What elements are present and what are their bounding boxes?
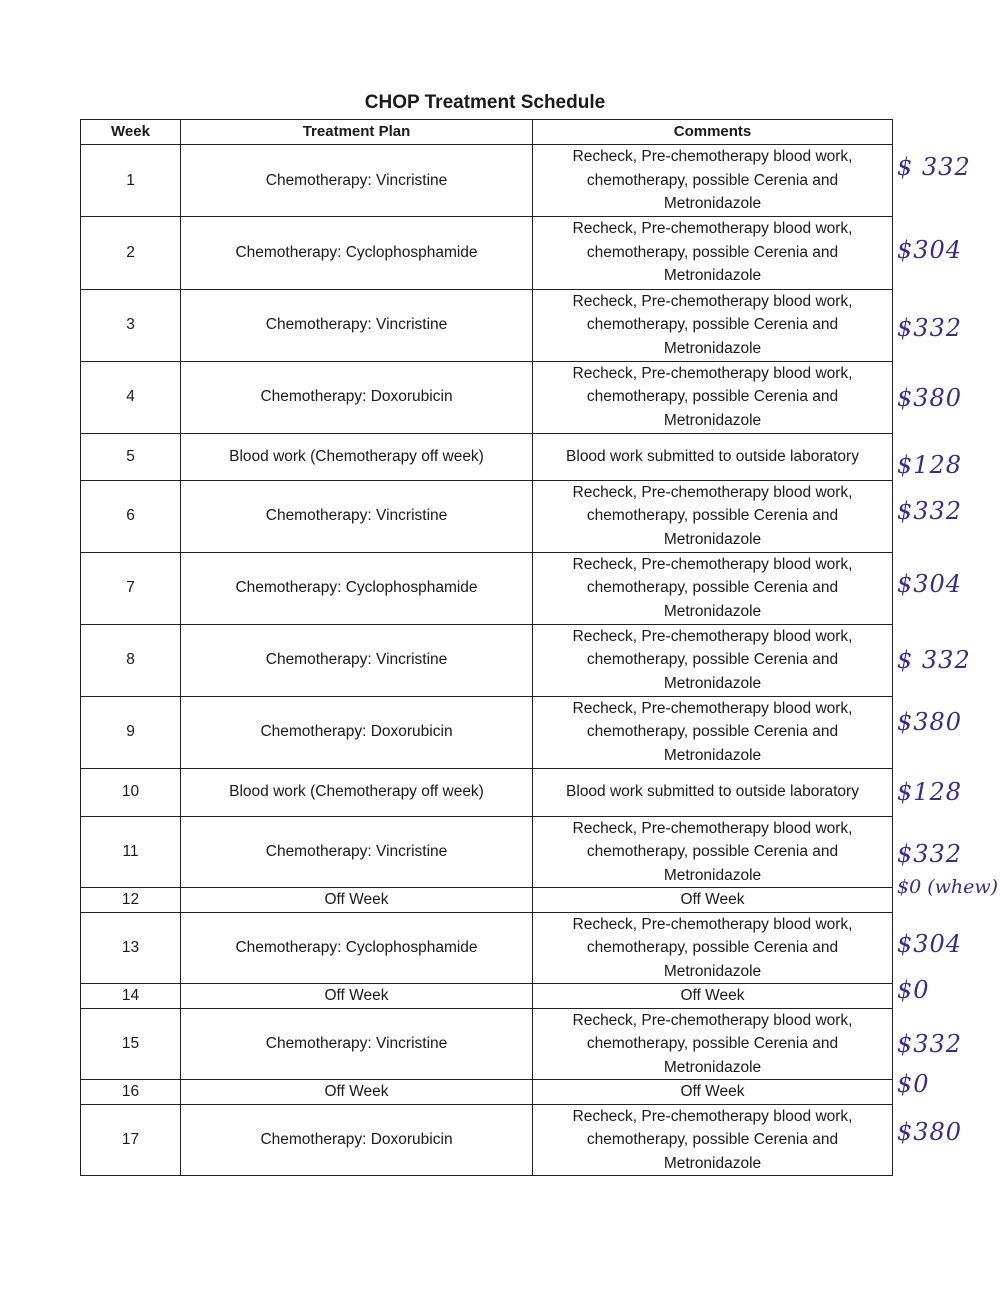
handwritten-cost: $ 332 <box>897 153 971 181</box>
treatment-plan-cell: Chemotherapy: Doxorubicin <box>181 1104 533 1176</box>
comments-cell: Recheck, Pre-chemotherapy blood work, chemotherapy, possible Cerenia and Metronidazole <box>533 145 893 217</box>
table-row <box>81 912 893 984</box>
page-title: CHOP Treatment Schedule <box>364 92 606 113</box>
table-row <box>81 768 893 816</box>
comments-cell: Recheck, Pre-chemotherapy blood work, chemotherapy, possible Cerenia and Metronidazole <box>533 624 893 696</box>
week-cell: 11 <box>81 816 181 888</box>
week-cell: 5 <box>81 433 181 480</box>
week-cell: 17 <box>81 1104 181 1176</box>
table-row <box>81 1104 893 1176</box>
week-column-header: Week <box>81 120 181 145</box>
handwritten-cost: $332 <box>897 840 963 868</box>
handwritten-cost: $ 332 <box>897 646 971 674</box>
table-row <box>81 145 893 217</box>
table-row <box>81 1080 893 1105</box>
treatment-plan-cell: Chemotherapy: Vincristine <box>181 480 533 552</box>
table-body <box>81 145 893 1176</box>
handwritten-cost: $332 <box>897 1030 963 1058</box>
treatment-plan-cell: Chemotherapy: Vincristine <box>181 816 533 888</box>
week-cell: 13 <box>81 912 181 984</box>
treatment-plan-cell: Off Week <box>181 888 533 913</box>
treatment-plan-cell: Chemotherapy: Vincristine <box>181 289 533 361</box>
handwritten-cost: $380 <box>897 708 963 736</box>
comments-cell: Blood work submitted to outside laboratory <box>533 768 893 816</box>
table-row <box>81 216 893 289</box>
treatment-plan-cell: Chemotherapy: Cyclophosphamide <box>181 216 533 289</box>
treatment-plan-column-header: Treatment Plan <box>181 120 533 145</box>
comments-column-header: Comments <box>533 120 893 145</box>
table-row <box>81 552 893 624</box>
table-row <box>81 361 893 433</box>
week-cell: 2 <box>81 216 181 289</box>
handwritten-cost: $0 <box>897 1070 930 1098</box>
table-row <box>81 289 893 361</box>
table-row <box>81 433 893 480</box>
comments-cell: Recheck, Pre-chemotherapy blood work, chemotherapy, possible Cerenia and Metronidazole <box>533 1104 893 1176</box>
week-cell: 12 <box>81 888 181 913</box>
comments-cell: Off Week <box>533 888 893 913</box>
handwritten-cost: $380 <box>897 384 963 412</box>
comments-cell: Blood work submitted to outside laboratory <box>533 433 893 480</box>
week-cell: 7 <box>81 552 181 624</box>
table-row <box>81 624 893 696</box>
handwritten-cost: $332 <box>897 497 963 525</box>
handwritten-cost: $128 <box>897 778 963 806</box>
treatment-plan-cell: Chemotherapy: Vincristine <box>181 1008 533 1080</box>
handwritten-cost: $304 <box>897 930 963 958</box>
comments-cell: Recheck, Pre-chemotherapy blood work, chemotherapy, possible Cerenia and Metronidazole <box>533 816 893 888</box>
treatment-plan-cell: Off Week <box>181 1080 533 1105</box>
treatment-plan-cell: Chemotherapy: Cyclophosphamide <box>181 552 533 624</box>
week-cell: 10 <box>81 768 181 816</box>
handwritten-cost: $380 <box>897 1118 963 1146</box>
comments-cell: Off Week <box>533 1080 893 1105</box>
handwritten-cost: $304 <box>897 570 963 598</box>
handwritten-cost: $128 <box>897 451 963 479</box>
treatment-plan-cell: Chemotherapy: Cyclophosphamide <box>181 912 533 984</box>
week-cell: 6 <box>81 480 181 552</box>
comments-cell: Off Week <box>533 984 893 1009</box>
table-row <box>81 984 893 1009</box>
handwritten-cost: $0 <box>897 976 930 1004</box>
table-row <box>81 696 893 768</box>
week-cell: 1 <box>81 145 181 217</box>
table-row <box>81 816 893 888</box>
comments-cell: Recheck, Pre-chemotherapy blood work, chemotherapy, possible Cerenia and Metronidazole <box>533 552 893 624</box>
comments-cell: Recheck, Pre-chemotherapy blood work, chemotherapy, possible Cerenia and Metronidazole <box>533 1008 893 1080</box>
handwritten-cost: $304 <box>897 236 963 264</box>
table-row <box>81 480 893 552</box>
table-row <box>81 1008 893 1080</box>
treatment-schedule-table <box>80 119 893 1176</box>
week-cell: 14 <box>81 984 181 1009</box>
week-cell: 8 <box>81 624 181 696</box>
week-cell: 9 <box>81 696 181 768</box>
table-row <box>81 888 893 913</box>
treatment-plan-cell: Off Week <box>181 984 533 1009</box>
treatment-plan-cell: Blood work (Chemotherapy off week) <box>181 433 533 480</box>
comments-cell: Recheck, Pre-chemotherapy blood work, chemotherapy, possible Cerenia and Metronidazole <box>533 480 893 552</box>
treatment-plan-cell: Chemotherapy: Vincristine <box>181 624 533 696</box>
treatment-plan-cell: Chemotherapy: Doxorubicin <box>181 361 533 433</box>
treatment-plan-cell: Chemotherapy: Vincristine <box>181 145 533 217</box>
comments-cell: Recheck, Pre-chemotherapy blood work, chemotherapy, possible Cerenia and Metronidazole <box>533 361 893 433</box>
week-cell: 15 <box>81 1008 181 1080</box>
table-header-row <box>81 120 893 145</box>
week-cell: 3 <box>81 289 181 361</box>
treatment-plan-cell: Blood work (Chemotherapy off week) <box>181 768 533 816</box>
comments-cell: Recheck, Pre-chemotherapy blood work, chemotherapy, possible Cerenia and Metronidazole <box>533 216 893 289</box>
comments-cell: Recheck, Pre-chemotherapy blood work, chemotherapy, possible Cerenia and Metronidazole <box>533 289 893 361</box>
week-cell: 16 <box>81 1080 181 1105</box>
week-cell: 4 <box>81 361 181 433</box>
comments-cell: Recheck, Pre-chemotherapy blood work, chemotherapy, possible Cerenia and Metronidazole <box>533 912 893 984</box>
comments-cell: Recheck, Pre-chemotherapy blood work, chemotherapy, possible Cerenia and Metronidazole <box>533 696 893 768</box>
treatment-plan-cell: Chemotherapy: Doxorubicin <box>181 696 533 768</box>
handwritten-cost: $332 <box>897 314 963 342</box>
handwritten-cost: $0 (whew) <box>897 876 999 898</box>
